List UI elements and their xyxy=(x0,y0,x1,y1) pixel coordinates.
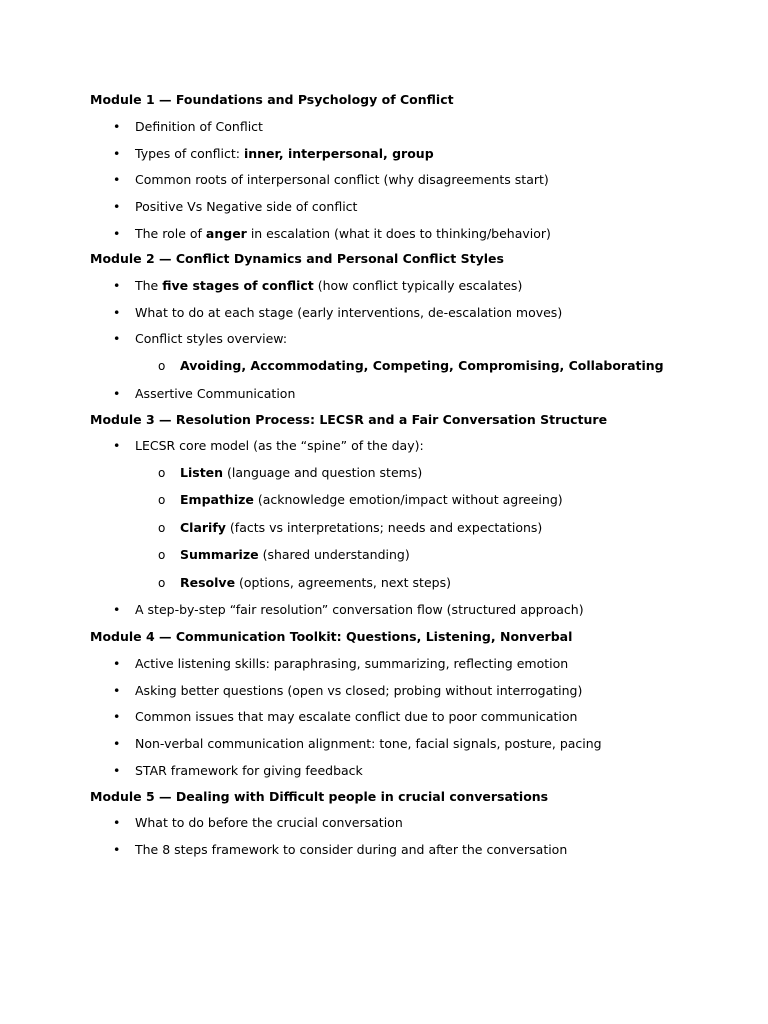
document-page: Module 1 — Foundations and Psychology of Conflict • Definition of Conflict • Types of conflict: inner, interpersonal, group • Common roots of interpersonal conflict (why disagreements start) • Positive Vs Negative side of conflict • The role of anger in escalation (what it does to thinking/behavior) Module 2 — Conflict Dynamics and Personal Conflict Styles • The five stages of conflict (how conflict typically escalates) • What to do at each stage (early interventions, de-escalation moves) • Conflict styles overview: o Avoiding, Accommodating, Competing, Compromising, Collaborating • Assertive Communication Module 3 — Resolution Process: LECSR and a Fair Conversation Structure • LECSR core model (as the “spine” of the day): o Listen (language and question stems) o Empathize (acknowledge emotion/impact without agreeing) o Clarify (facts vs interpretations; needs and expectations) o Summarize (shared understanding) o Resolve (options, agreements, next steps) • A step-by-step “fair resolution” conversation flow (structured approach) Module 4 — Communication Toolkit: Questions, Listening, Nonverbal • Active listening skills: paraphrasing, summarizing, reflecting emotion • Asking better questions (open vs closed; probing without interrogating) • Common issues that may escalate conflict due to poor communication • Non-verbal communication alignment: tone, facial signals, posture, pacing • STAR framework for giving feedback Module 5 — Dealing with Difficult people in crucial conversations • What to do before the crucial conversation • The 8 steps framework to consider during and after the conversation xyxy=(90,92,664,857)
module-2-heading: Module 2 — Conflict Dynamics and Personal Conflict Styles xyxy=(90,251,504,266)
bullet-icon: • xyxy=(113,119,121,134)
bullet-icon: • xyxy=(113,172,121,187)
bullet-icon: • xyxy=(113,656,121,671)
bullet-icon: • xyxy=(113,438,121,453)
bullet-icon: • xyxy=(113,842,121,857)
bullet-icon: • xyxy=(113,386,121,401)
bullet-icon: • xyxy=(113,736,121,751)
module-3-heading: Module 3 — Resolution Process: LECSR and a Fair Conversation Structure xyxy=(90,412,608,427)
circle-bullet-icon: o xyxy=(158,493,166,507)
bullet-icon: • xyxy=(113,683,121,698)
module-1-heading: Module 1 — Foundations and Psychology of Conflict xyxy=(90,92,454,107)
circle-bullet-icon: o xyxy=(158,576,166,590)
circle-bullet-icon: o xyxy=(158,359,166,373)
bullet-icon: • xyxy=(113,278,121,293)
module-4-heading: Module 4 — Communication Toolkit: Questions, Listening, Nonverbal xyxy=(90,629,573,644)
bullet-icon: • xyxy=(113,226,121,241)
circle-bullet-icon: o xyxy=(158,466,166,480)
bullet-icon: • xyxy=(113,331,121,346)
bullet-icon: • xyxy=(113,709,121,724)
bullet-icon: • xyxy=(113,602,121,617)
bullet-icon: • xyxy=(113,815,121,830)
bullet-icon: • xyxy=(113,199,121,214)
bullet-icon: • xyxy=(113,305,121,320)
circle-bullet-icon: o xyxy=(158,521,166,535)
bullet-icon: • xyxy=(113,146,121,161)
circle-bullet-icon: o xyxy=(158,548,166,562)
module-5-heading: Module 5 — Dealing with Difficult people in crucial conversations xyxy=(90,789,549,804)
bullet-icon: • xyxy=(113,763,121,778)
